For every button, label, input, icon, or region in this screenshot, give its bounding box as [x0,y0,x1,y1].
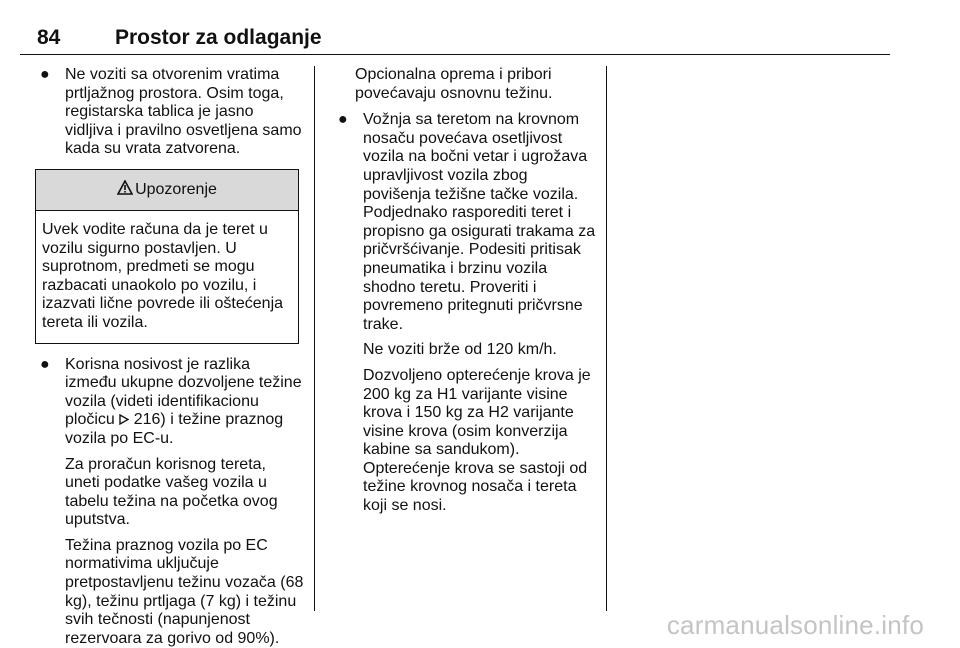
paragraph: Ne voziti brže od 120 km/h. [363,341,557,359]
watermark: carmanualsonline.info [666,610,924,640]
left-column [35,66,305,648]
warning-header [36,170,298,211]
list-item [333,111,598,334]
warning-body: Uvek vodite računa da je teret u vozilu sigurno postavljen. U suprotnom, predmeti se mogu razbacati unaokolo po vozilu, i izazvati lične povrede ili oštećenja tereta ili vozila. [42,220,284,331]
paragraph: Opcionalna oprema i pribori povećavaju osnovnu težinu. [355,66,553,102]
list-item-text: Korisna nosivost je razlika između ukupne dozvoljene težine vozila (videti identifikacionu pločicu [65,355,302,429]
paragraph: Dozvoljeno opterećenje krova je 200 kg za H1 varijante visine krova i 150 kg za H2 varijante visine krova (osim konverzija kabine sa sandukom). Opterećenje krova se sastoji od težine krovnog nosača i tereta koji se nosi. [363,366,591,515]
list-item-text: Ne voziti sa otvorenim vratima prtljažnog prostora. Osim toga, registarska tablica je jasno vidljiva i pravilno osvetljena samo kada su vrata zatvorena. [65,66,302,158]
column-divider [314,66,315,611]
column-divider [606,66,607,611]
page-reference-triangle-icon [119,411,133,428]
page-header [20,26,890,55]
middle-column [333,66,598,516]
list-item [35,66,305,159]
bullet-icon: ● [40,66,50,83]
warning-box [35,169,299,344]
list-item-text: Vožnja sa teretom na krovnom nosaču povećava osetljivost vozila na bočni vetar i ugrožava upravljivost vozila zbog povišenja težišne tačke vozila. Podjednako rasporediti teret i propisno ga osigurati trakama za pričvršćivanje. Podesiti pritisak pneumatika i brzinu vozila shodno teretu. Proveriti i povremeno pritegnuti pričvrsne trake. [363,111,596,333]
paragraph: Za proračun korisnog tereta, uneti podatke vašeg vozila u tabelu težina na početka ovog uputstva. [65,455,278,529]
list-item [35,356,305,449]
list-item-text: ) i težine praznog vozila po EC-u. [65,411,284,447]
page-reference[interactable]: 216 [133,411,161,429]
paragraph: Težina praznog vozila po EC normativima uključuje pretpostavljenu težinu vozača (68 kg), težinu prtljaga (7 kg) i težinu svih tečnosti (napunjenost rezervoara za gorivo od 90%). [65,536,304,647]
page-number: 84 [37,26,61,49]
page-title: Prostor za odlaganje [115,26,322,49]
warning-title: Upozorenje [135,180,217,198]
bullet-icon: ● [40,355,50,373]
warning-triangle-icon [117,180,133,200]
bullet-icon: ● [338,111,348,129]
